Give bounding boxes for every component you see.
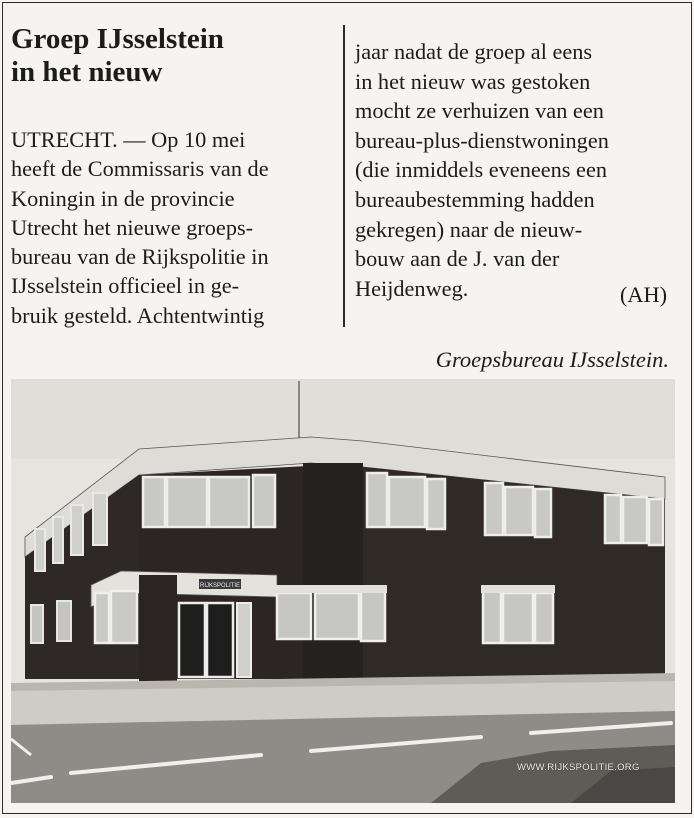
column-divider [343,25,345,327]
newspaper-clipping [2,2,692,814]
building-photo [11,379,675,803]
photo-caption: Groepsbureau IJsselstein. [435,347,669,372]
entrance-sign: RIJKSPOLITIE [199,583,241,589]
author-initials: (AH) [619,282,667,307]
article-column-right: jaar nadat de groep al eens in het nieuw was gestoken mocht ze verhuizen van een bureau-plus-dienstwoningen (die inmiddels eveneens een bureaubestemming hadden gekregen) naar de nieuw- bouw aan de J. van der Heijdenweg. [355,39,609,301]
police-station-illustration [11,379,675,803]
watermark: WWW.RIJKSPOLITIE.ORG [517,762,640,773]
headline: Groep IJsselstein in het nieuw [11,23,224,88]
article-column-left: UTRECHT. — Op 10 mei heeft de Commissaris van de Koningin in de provincie Utrecht het nieuwe groeps- bureau van de Rijkspolitie in IJsselstein officieel in ge- bruik gesteld. Achtentwintig [11,127,269,328]
